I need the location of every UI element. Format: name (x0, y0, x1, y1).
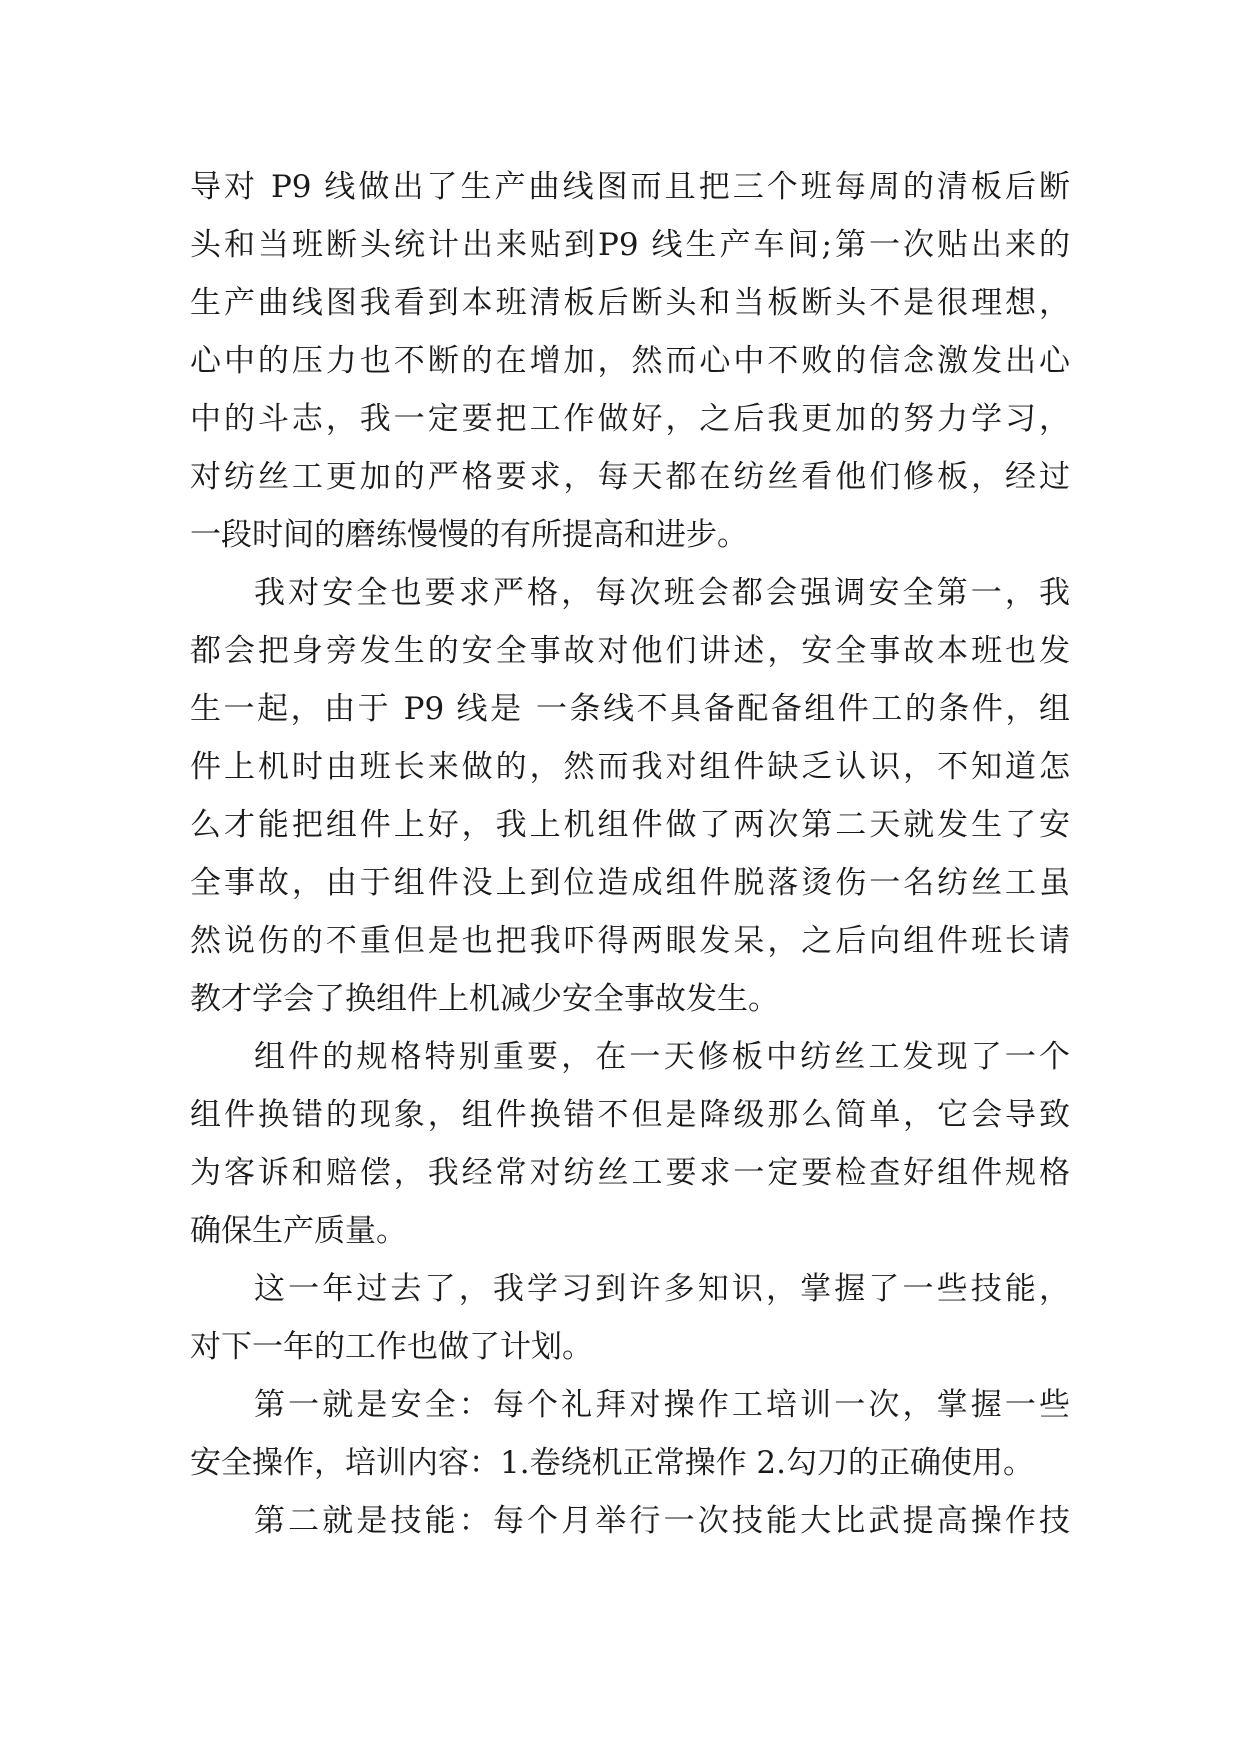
paragraph-1-line-2: 头和当班断头统计出来贴到P9 线生产车间;第一次贴出来的 (190, 227, 1070, 263)
paragraph-2-line-8: 教才学会了换组件上机减少安全事故发生。 (190, 981, 779, 1017)
paragraph-5-line-2: 安全操作，培训内容：1.卷绕机正常操作 2.勾刀的正确使用。 (190, 1445, 1035, 1481)
paragraph-4-line-1: 这一年过去了，我学习到许多知识，掌握了一些技能， (254, 1271, 1070, 1307)
paragraph-2-line-3: 生一起，由于 P9 线是 一条线不具备配备组件工的条件，组 (190, 691, 1070, 727)
paragraph-4-line-2: 对下一年的工作也做了计划。 (190, 1329, 593, 1365)
paragraph-2-line-5: 么才能把组件上好，我上机组件做了两次第二天就发生了安 (190, 807, 1070, 843)
paragraph-3-line-3: 为客诉和赔偿，我经常对纺丝工要求一定要检查好组件规格 (190, 1155, 1070, 1191)
paragraph-3-line-4: 确保生产质量。 (190, 1213, 407, 1249)
paragraph-2-line-2: 都会把身旁发生的安全事故对他们讲述，安全事故本班也发 (190, 633, 1070, 669)
paragraph-6-line-1: 第二就是技能：每个月举行一次技能大比武提高操作技 (254, 1503, 1070, 1539)
paragraph-3-line-1: 组件的规格特别重要，在一天修板中纺丝工发现了一个 (254, 1039, 1070, 1075)
paragraph-1-line-6: 对纺丝工更加的严格要求，每天都在纺丝看他们修板，经过 (190, 459, 1070, 495)
paragraph-1-line-7: 一段时间的磨练慢慢的有所提高和进步。 (190, 517, 748, 553)
document-body (190, 158, 1070, 1550)
paragraph-2-line-7: 然说伤的不重但是也把我吓得两眼发呆，之后向组件班长请 (190, 923, 1070, 959)
paragraph-2-line-4: 件上机时由班长来做的，然而我对组件缺乏认识，不知道怎 (190, 749, 1070, 785)
paragraph-1-line-1: 导对 P9 线做出了生产曲线图而且把三个班每周的清板后断 (190, 169, 1070, 205)
paragraph-2-line-6: 全事故，由于组件没上到位造成组件脱落烫伤一名纺丝工虽 (190, 865, 1070, 901)
paragraph-1-line-5: 中的斗志，我一定要把工作做好，之后我更加的努力学习， (190, 401, 1070, 437)
paragraph-2-line-1: 我对安全也要求严格，每次班会都会强调安全第一，我 (254, 575, 1070, 611)
paragraph-1-line-3: 生产曲线图我看到本班清板后断头和当板断头不是很理想， (190, 285, 1070, 321)
paragraph-1-line-4: 心中的压力也不断的在增加，然而心中不败的信念激发出心 (190, 343, 1070, 379)
paragraph-3-line-2: 组件换错的现象，组件换错不但是降级那么简单，它会导致 (190, 1097, 1070, 1133)
paragraph-5-line-1: 第一就是安全：每个礼拜对操作工培训一次，掌握一些 (254, 1387, 1070, 1423)
